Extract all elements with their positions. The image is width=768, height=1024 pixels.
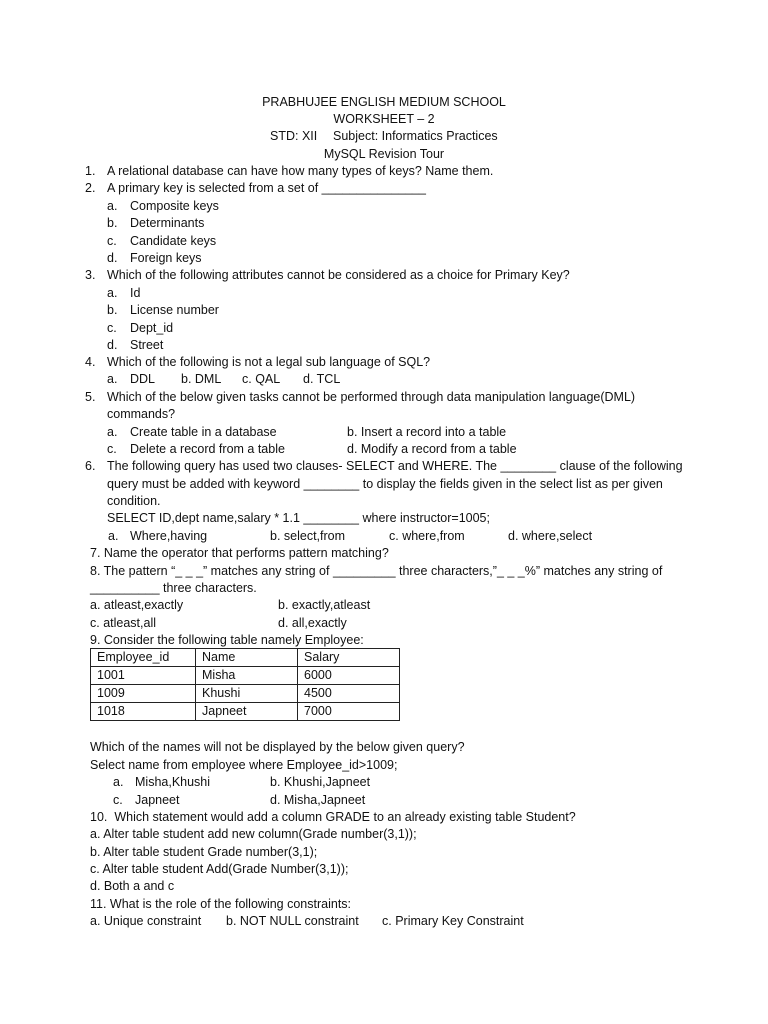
q2-option-c-letter: c. [107, 234, 117, 248]
q3-option-b: License number [130, 303, 219, 317]
q6-option-a: Where,having [130, 529, 208, 543]
column-header-name: Name [196, 649, 298, 667]
q2-option-c: Candidate keys [130, 234, 217, 248]
school-name: PRABHUJEE ENGLISH MEDIUM SCHOOL [262, 95, 506, 109]
q6-text-line3: condition. [107, 494, 161, 508]
q9-option-a: Misha,Khushi [135, 775, 211, 789]
table-cell: 1018 [91, 703, 196, 721]
column-header-employee-id: Employee_id [91, 649, 196, 667]
q3-option-c-letter: c. [107, 321, 117, 335]
q3-option-a-letter: a. [107, 286, 118, 300]
q8-option-b: b. exactly,atleast [278, 598, 371, 612]
q8-option-a: a. atleast,exactly [90, 598, 184, 612]
q2-option-b-letter: b. [107, 216, 118, 230]
q6-option-c: c. where,from [389, 529, 465, 543]
q2-option-d-letter: d. [107, 251, 118, 265]
worksheet-title: WORKSHEET – 2 [333, 112, 435, 126]
q11-option-b: b. NOT NULL constraint [226, 914, 359, 928]
q10-option-c: c. Alter table student Add(Grade Number(3,1)); [90, 862, 349, 876]
q5-option-c-letter: c. [107, 442, 117, 456]
table-header-row [91, 649, 400, 667]
table-cell: 1001 [91, 667, 196, 685]
std-label: STD: XII [270, 129, 318, 143]
q9-text: 9. Consider the following table namely Employee: [90, 633, 364, 647]
q9-option-b: b. Khushi,Japneet [270, 775, 371, 789]
q9-option-c-letter: c. [113, 793, 123, 807]
q4-option-a-letter: a. [107, 372, 118, 386]
q3-number: 3. [85, 268, 96, 282]
q8-option-d: d. all,exactly [278, 616, 347, 630]
q4-option-b: b. DML [181, 372, 222, 386]
q7-text: 7. Name the operator that performs pattern matching? [90, 546, 389, 560]
q5-text-line1: Which of the below given tasks cannot be performed through data manipulation language(DML) [107, 390, 636, 404]
table-cell: Japneet [196, 703, 298, 721]
q3-text: Which of the following attributes cannot be considered as a choice for Primary Key? [107, 268, 570, 282]
q5-option-a-letter: a. [107, 425, 118, 439]
q1-number: 1. [85, 164, 96, 178]
table-cell: 4500 [298, 685, 400, 703]
table-cell: 7000 [298, 703, 400, 721]
q2-option-b: Determinants [130, 216, 205, 230]
q2-option-d: Foreign keys [130, 251, 202, 265]
q11-option-a: a. Unique constraint [90, 914, 202, 928]
q4-text: Which of the following is not a legal sub language of SQL? [107, 355, 431, 369]
q5-option-a: Create table in a database [130, 425, 277, 439]
topic-title: MySQL Revision Tour [323, 147, 445, 161]
q4-option-d: d. TCL [303, 372, 341, 386]
q6-text-line2: query must be added with keyword ________ to display the fields given in the select list as per given [107, 477, 663, 491]
q2-text: A primary key is selected from a set of _______________ [107, 181, 426, 195]
table-cell: Khushi [196, 685, 298, 703]
q5-option-b: b. Insert a record into a table [347, 425, 507, 439]
q1-text: A relational database can have how many types of keys? Name them. [107, 164, 494, 178]
table-cell: 6000 [298, 667, 400, 685]
table-row [91, 703, 400, 721]
q4-option-a: DDL [130, 372, 156, 386]
q6-text-line1: The following query has used two clauses- SELECT and WHERE. The ________ clause of the following [107, 459, 683, 473]
q5-text-line2: commands? [107, 407, 176, 421]
q11-option-c: c. Primary Key Constraint [382, 914, 524, 928]
q2-option-a-letter: a. [107, 199, 118, 213]
q6-option-b: b. select,from [270, 529, 346, 543]
column-header-salary: Salary [298, 649, 400, 667]
q6-number: 6. [85, 459, 96, 473]
q10-text: 10. Which statement would add a column GRADE to an already existing table Student? [90, 810, 576, 824]
q11-text: 11. What is the role of the following constraints: [90, 897, 352, 911]
q10-option-a: a. Alter table student add new column(Grade number(3,1)); [90, 827, 417, 841]
q10-option-d: d. Both a and c [90, 879, 175, 893]
q3-option-d-letter: d. [107, 338, 118, 352]
q6-query: SELECT ID,dept name,salary * 1.1 ________ where instructor=1005; [107, 511, 490, 525]
q3-option-d: Street [130, 338, 164, 352]
q2-option-a: Composite keys [130, 199, 219, 213]
q4-number: 4. [85, 355, 96, 369]
q3-option-a: Id [130, 286, 141, 300]
q8-option-c: c. atleast,all [90, 616, 157, 630]
q5-number: 5. [85, 390, 96, 404]
q9-option-c: Japneet [135, 793, 180, 807]
q6-option-d: d. where,select [508, 529, 593, 543]
q5-option-c: Delete a record from a table [130, 442, 285, 456]
table-cell: 1009 [91, 685, 196, 703]
table-row [91, 667, 400, 685]
q9-option-d: d. Misha,Japneet [270, 793, 366, 807]
q9-option-a-letter: a. [113, 775, 124, 789]
q3-option-b-letter: b. [107, 303, 118, 317]
q2-number: 2. [85, 181, 96, 195]
q3-option-c: Dept_id [130, 321, 174, 335]
q9-query: Select name from employee where Employee_id>1009; [90, 758, 398, 772]
table-row [91, 685, 400, 703]
q10-option-b: b. Alter table student Grade number(3,1); [90, 845, 318, 859]
table-cell: Misha [196, 667, 298, 685]
q6-option-a-letter: a. [108, 529, 119, 543]
q9-question: Which of the names will not be displayed by the below given query? [90, 740, 465, 754]
q4-option-c: c. QAL [242, 372, 281, 386]
employee-table [90, 648, 400, 721]
q8-text-line1: 8. The pattern “_ _ _” matches any string of _________ three characters,”_ _ _%” matches any string of [90, 564, 663, 578]
subject-label: Subject: Informatics Practices [333, 129, 498, 143]
q8-text-line2: __________ three characters. [90, 581, 257, 595]
q5-option-d: d. Modify a record from a table [347, 442, 517, 456]
